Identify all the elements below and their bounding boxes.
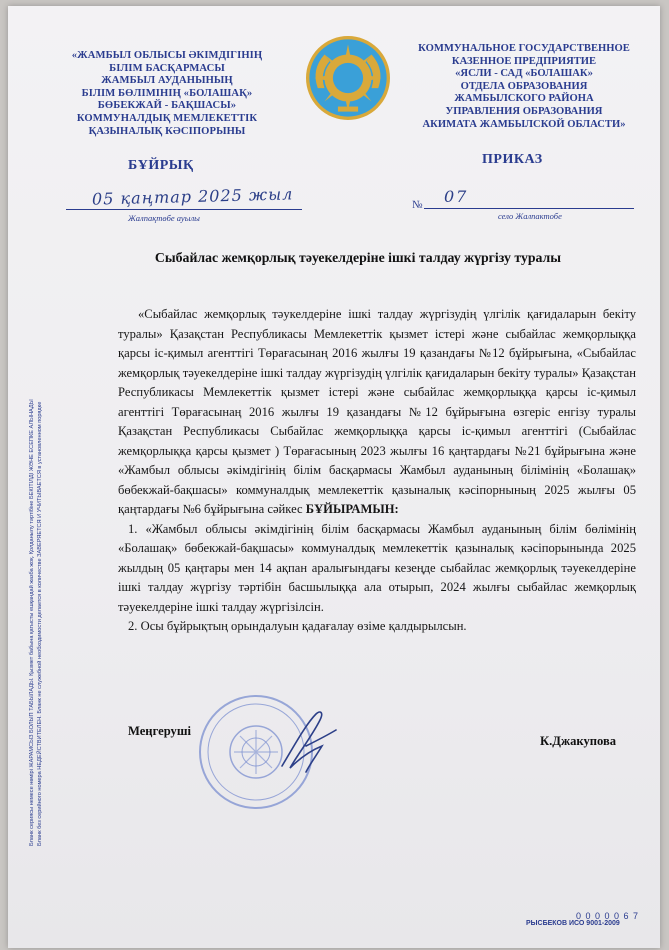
header-kz-line: БІЛІМ БАСҚАРМАСЫ — [109, 62, 225, 74]
place-kz: Жалпақтөбе ауылы — [128, 213, 200, 223]
security-sidebar — [28, 156, 58, 846]
signatory-title: Меңгеруші — [128, 724, 191, 738]
document-page — [8, 6, 660, 948]
document-body — [118, 305, 636, 637]
header-kz-line: ЖАМБЫЛ АУДАНЫНЫҢ — [101, 75, 233, 87]
signatory-name: К.Джакупова — [540, 734, 617, 748]
header-ru — [400, 43, 648, 131]
header-ru-line: ОТДЕЛА ОБРАЗОВАНИЯ — [460, 80, 588, 92]
header-kz-line: КОММУНАЛДЫҚ МЕМЛЕКЕТТІК — [76, 112, 258, 124]
header-kz-line: ҚАЗЫНАЛЫҚ КӘСІПОРЫНЫ — [88, 125, 246, 137]
body-paragraph — [118, 305, 636, 520]
number-line — [424, 208, 634, 209]
header-ru-line: КАЗЕННОЕ ПРЕДПРИЯТИЕ — [451, 55, 597, 67]
handwritten-date: 05 қаңтар 2025 жыл — [91, 184, 294, 209]
order-label-kz: БҰЙРЫҚ — [128, 158, 194, 173]
header-kz-line: БӨБЕКЖАЙ - БАҚШАСЫ» — [97, 100, 237, 112]
date-line — [66, 209, 302, 210]
header-ru-line: «ЯСЛИ - САД «БОЛАШАК» — [455, 68, 593, 80]
printer-mark: РЫСБЕКОВ ИСО 9001-2009 — [526, 920, 620, 927]
signature-icon — [276, 706, 340, 778]
header-kz-line: БІЛІМ БӨЛІМІНІҢ «БОЛАШАҚ» — [81, 87, 253, 99]
blank-serial-number: 0 0 0 0 0 6 7 — [576, 911, 640, 921]
header-ru-line: УПРАВЛЕНИЯ ОБРАЗОВАНИЯ — [445, 105, 603, 117]
place-ru: село Жалпактобе — [498, 211, 562, 221]
header-kz-line: «ЖАМБЫЛ ОБЛЫСЫ ӘКІМДІГІНІҢ — [71, 50, 263, 61]
intro-text: «Сыбайлас жемқорлық тәукелдеріне ішкі талдау жүргізудің үлгілік қағидаларын бекіту туралы» Қазақстан Республикасы Мемлекеттік қызмет істері және сыбайлас жемқорлыққа қарсы іс-қимыл агенттігі Төрағасынаң 2016 жылғы 19 қазандағы №12 бұйрығына, «Сыбайлас жемқорлық тәуекелдеріне ішкі талдау жүргізудің үлгілік қағидаларын бекіту туралы» Қазақстан Республикасы Мемлекеттік қызмет істері және сыбайлас жемқорлыққа қарсы іс-қимыл агенттігі Төрағасынаң 2016 жылғы 19 қазандағы №12 бұйрығына өзгеріс енгізу туралы Қазақстан Республикасы Сыбайлас жемқорлыққа қарсы іс-қимыл агенттігі (Сыбайлас жемқорлыққа қарсы қызмет ) Төрағасының 2023 жылғы 16 қаңтардағы №21 бұйрығына және «Жамбыл облысы әкімдігінің білім басқармасы Жамбыл ауданының білімінің «Болашақ» бөбекжай-бақшасы» коммуналдық мемлекеттік қазыналық кәсіпорнының 2025 жылғы 05 қаңтардағы №6 бұйрығына сәйкес — [118, 307, 636, 516]
header-kz — [52, 50, 282, 138]
handwritten-number: 07 — [444, 187, 469, 206]
header-ru-line: АКИМАТА ЖАМБЫЛСКОЙ ОБЛАСТИ» — [422, 118, 626, 130]
state-emblem-icon — [306, 36, 390, 120]
order-label-ru: ПРИКАЗ — [482, 152, 543, 167]
sidebar-line-ru: Бланк без серийного номера НЕДЕЙСТВИТЕЛЕН. Бланк не служебной необходимости делается в количестве ЗАВЕРЯЕТСЯ И УЧИТЫВАЕТСЯ в установленном порядке — [37, 401, 43, 846]
header-ru-line: ЖАМБЫЛСКОГО РАЙОНА — [454, 93, 594, 105]
header-ru-line: КОММУНАЛЬНОЕ ГОСУДАРСТВЕННОЕ — [418, 43, 630, 54]
order-item-1: 1. «Жамбыл облысы әкімдігінің білім басқармасы Жамбыл ауданының білім бөлімінің «Болашақ» бөбекжай-бақшасы» коммуналдық мемлекеттік қазыналық кәсіпорынында 2025 жылдың 05 қаңтары мен 14 ақпан аралығындағы кезеңде сыбайлас жемқорлық тәуекелдеріне ішкі талдау жүргізу тәртібін басшылыққа ала отырып, 2024 жылғы сыбайлас жемқорлық тәуекелдеріне ішкі талдау жүргізілсін. — [118, 521, 636, 614]
order-item-2: 2. Осы бұйрықтың орындалуын қадағалау өзіме қалдырылсын. — [128, 619, 467, 633]
sidebar-line-kz: Бланк сериясы немесе нөмірі ЖАРАМСЫЗ БОЛЫП ТАБЫЛАДЫ. Қызмет бабына қатысты ешқандай жазба жоқ. Қолданылу тәртібіне БЕКІТІЛДІ ЖӘНЕ ЕСЕПКЕ АЛЫНАДЫ — [29, 399, 35, 846]
document-title: Сыбайлас жемқорлық тәуекелдеріне ішкі талдау жүргізу туралы — [154, 250, 562, 265]
command-word: БҰЙЫРАМЫН: — [305, 502, 399, 516]
number-label: № — [412, 199, 423, 211]
